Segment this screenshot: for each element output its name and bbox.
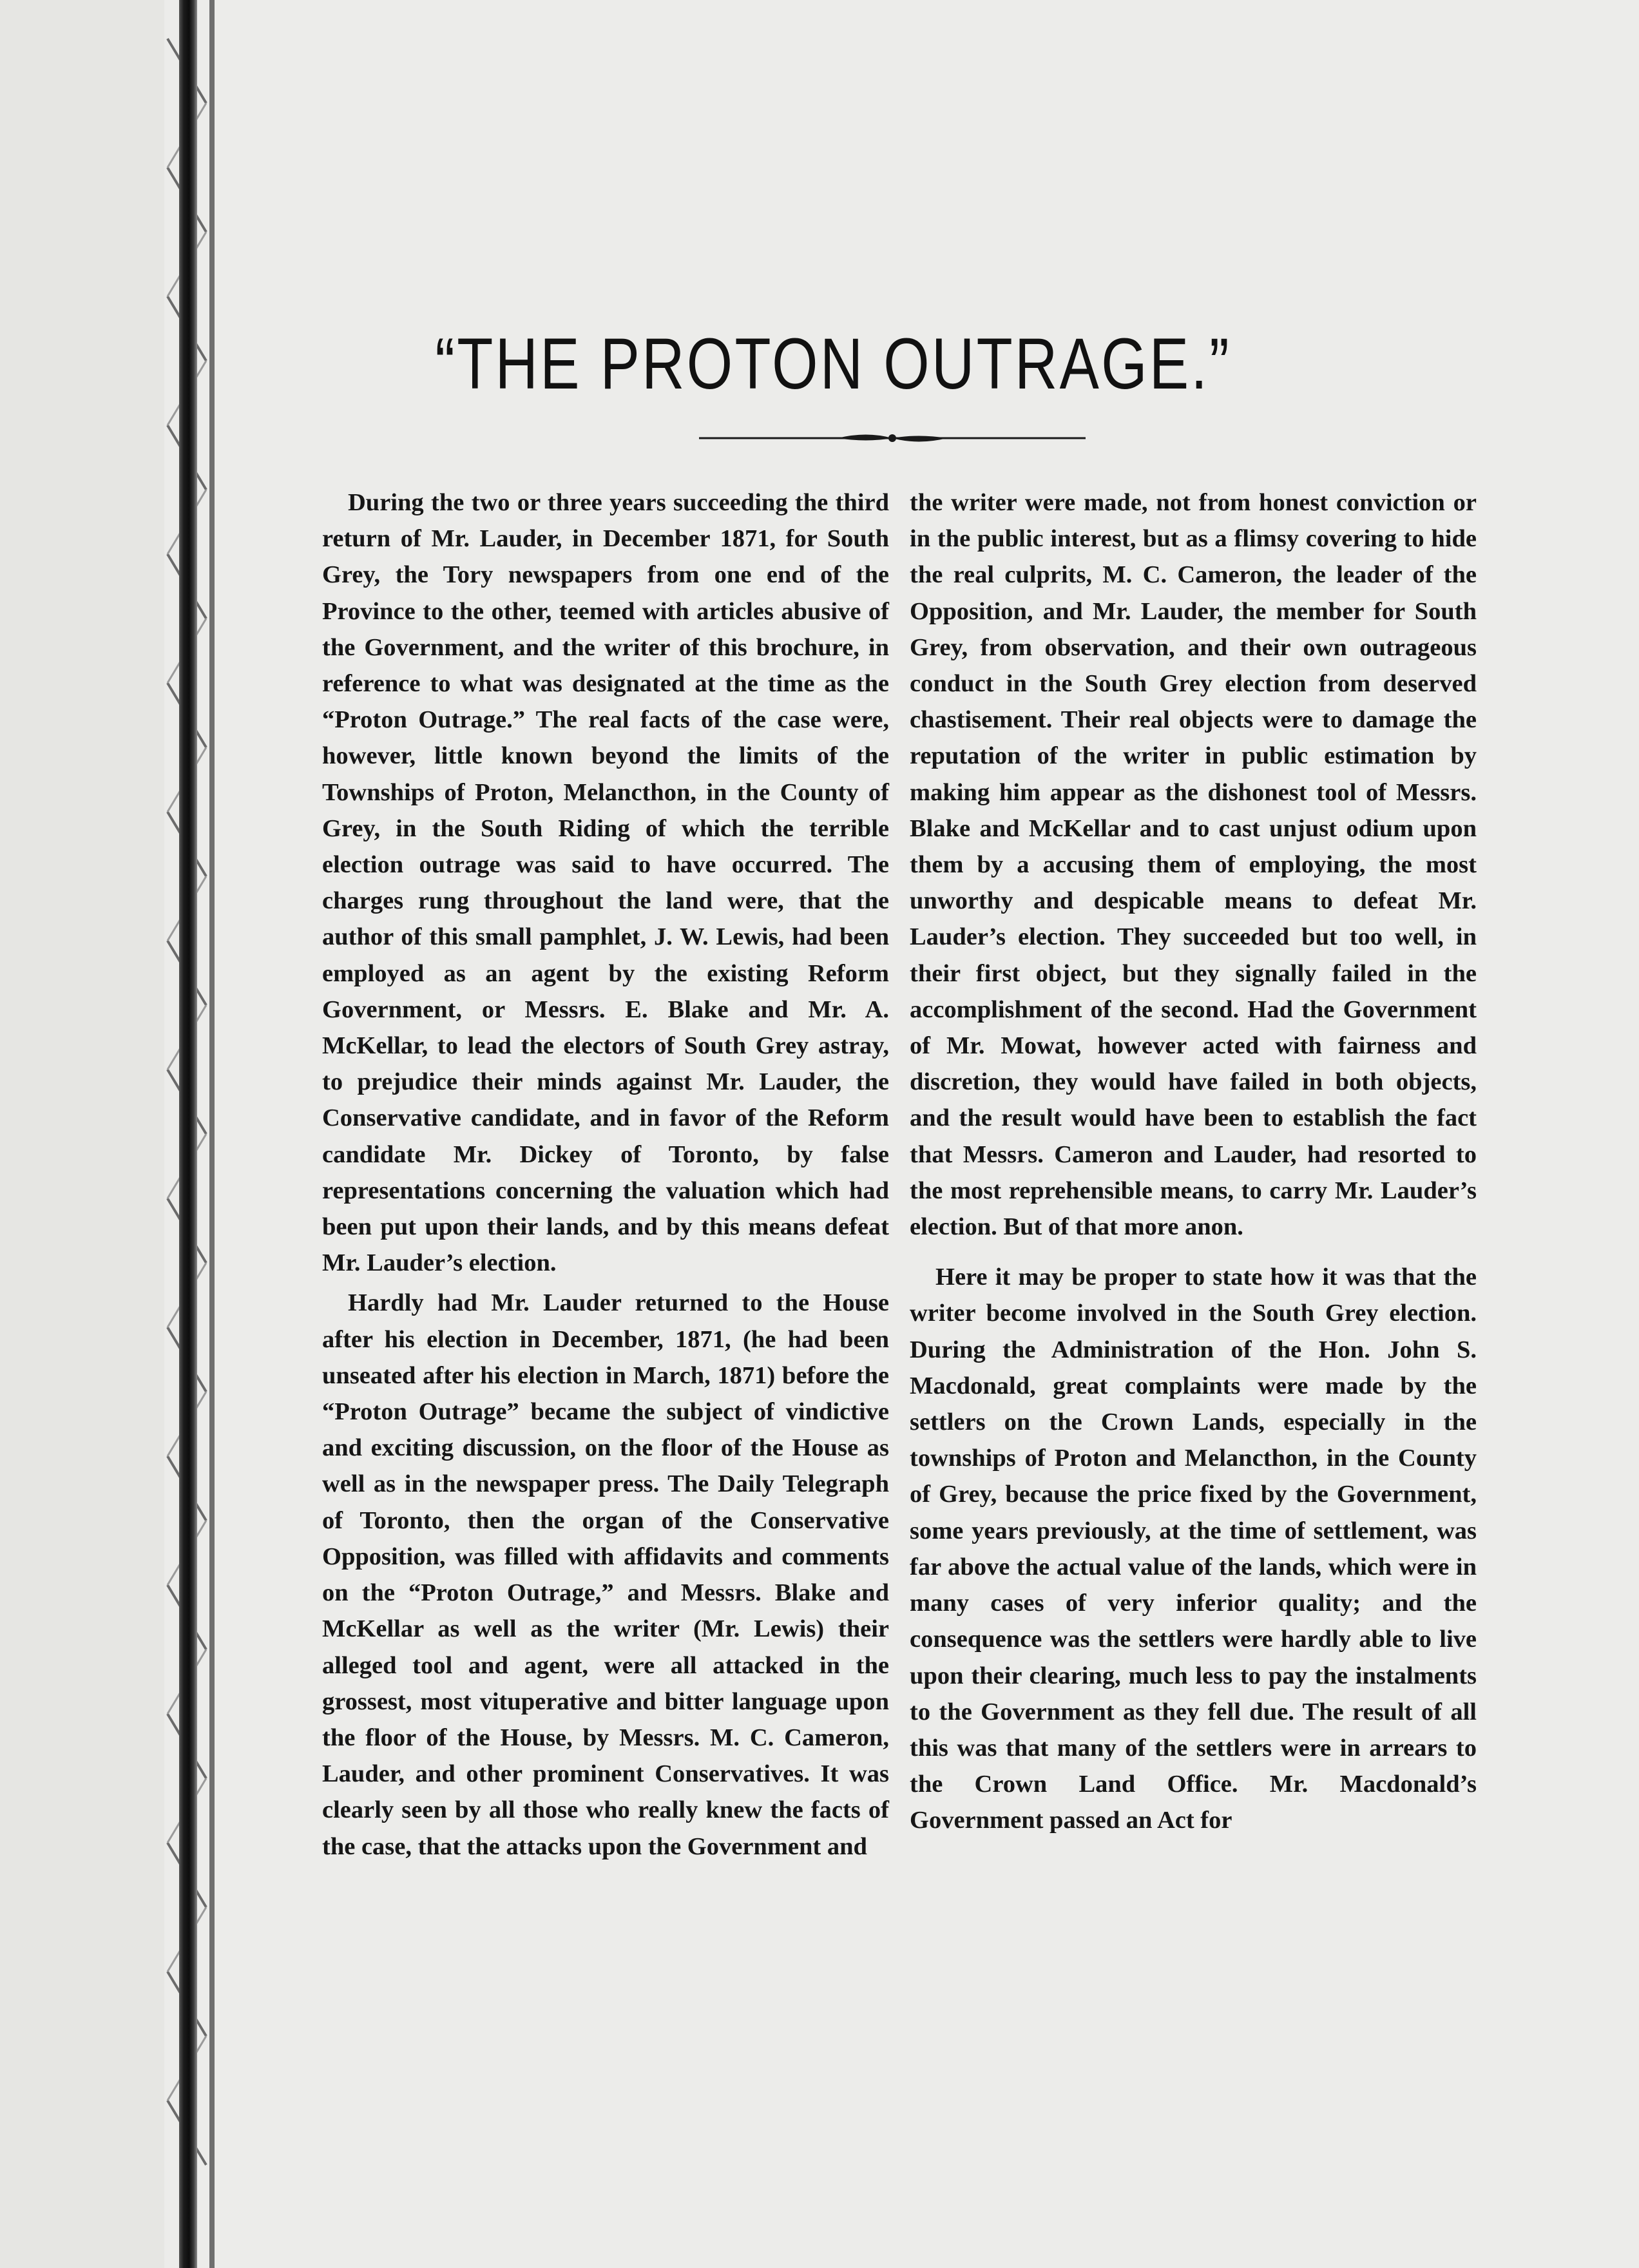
page-title: “THE PROTON OUTRAGE.” — [435, 323, 1232, 404]
title-ornament-rule — [699, 428, 1086, 448]
paragraph: Here it may be proper to state how it was that the writer become involved in the South Grey election. During the Administration of the Hon. John S. Macdonald, great complaints were made by the settlers on the Crown Lands, especially in the townships of Proton and Melancthon, in the County of Grey, because the price fixed by the Government, some years previously, at the time of settlement, was far above the actual value of the lands, which were in many cases of very inferior quality; and the consequence was the settlers were hardly able to live upon their clearing, much less to pay the instalments to the Government as they fell due. The result of all this was that many of the settlers were in arrears to the Crown Land Office. Mr. Macdonald’s Government passed an Act for — [910, 1264, 1477, 1834]
left-margin — [0, 0, 164, 2268]
paragraph: During the two or three years succeeding the third return of Mr. Lauder, in December 1871, for South Grey, the Tory newspapers from one end of the Province to the other, teemed with articles abusive of the Government, and the writer of this brochure, in reference to what was designated at the time as the “Proton Outrage.” The real facts of the case were, however, little known beyond the limits of the Townships of Proton, Melancthon, in the County of Grey, in the South Riding of which the terrible election outrage was said to have occurred. The charges rung throughout the land were, that the author of this small pamphlet, J. W. Lewis, had been employed as an agent by the existing Reform Government, or Messrs. E. Blake and Mr. A. McKellar, to lead the electors of South Grey astray, to prejudice their minds against Mr. Lauder, the Conservative candidate, and in favor of the Reform candidate Mr. Dickey of Toronto, by false representations concerning the valuation which had been put upon their lands, and by this means defeat Mr. Lauder’s election. — [322, 489, 889, 1277]
paragraph: the writer were made, not from honest conviction or in the public interest, but as a flimsy covering to hide the real culprits, M. C. Cameron, the leader of the Opposition, and Mr. Lauder, the member for South Grey, from observation, and their own outrageous conduct in the South Grey election from deserved chastisement. Their real objects were to damage the reputation of the writer in public estimation by making him appear as the dishonest tool of Messrs. Blake and McKellar and to cast unjust odium upon them by a accusing them of employing, the most unworthy and despicable means to defeat Mr. Lauder’s election. They succeeded but too well, in their first object, but they signally failed in the accomplishment of the second. Had the Government of Mr. Mowat, however acted with fairness and discretion, they would have failed in both objects, and the result would have been to establish the fact that Messrs. Cameron and Lauder, had resorted to the most reprehensible means, to carry Mr. Lauder’s election. But of that more anon. — [910, 489, 1477, 1241]
text-column-left — [322, 485, 889, 1865]
text-column-right — [910, 485, 1477, 1839]
paragraph: Hardly had Mr. Lauder returned to the House after his election in December, 1871, (he had been unseated after his election in March, 1871) before the “Proton Outrage” became the subject of vindictive and exciting discussion, on the floor of the House as well as in the newspaper press. The Daily Telegraph of Toronto, then the organ of the Conservative Opposition, was filled with affidavits and comments on the “Proton Outrage,” and Messrs. Blake and McKellar as well as the writer (Mr. Lewis) their alleged tool and agent, were all attacked in the grossest, most vituperative and bitter language upon the floor of the House, by Messrs. M. C. Cameron, Lauder, and other prominent Conservatives. It was clearly seen by all those who really knew the facts of the case, that the attacks upon the Government and — [322, 1289, 889, 1860]
